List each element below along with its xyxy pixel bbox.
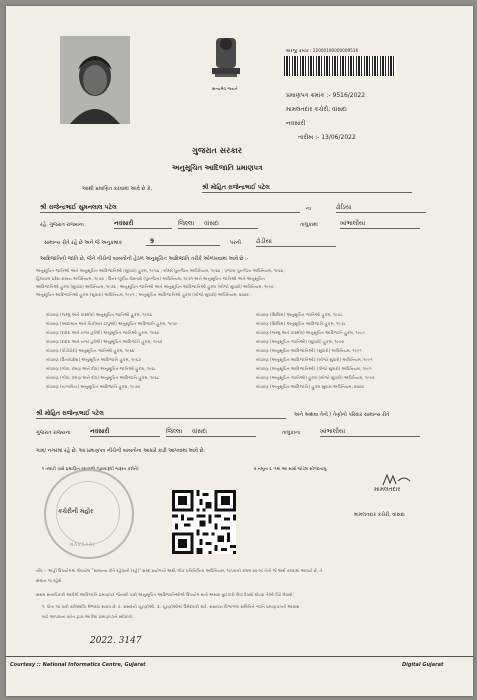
order-line-2: હિમાચલ પ્રદેશ રાજ્ય અધિનિયમ, ૧૯૭૦ ; ઉત્તર-પૂર્વીય વિસ્તારો (પુનર્ગઠન) અધિનિયમ, ૧૯૭૧ અને અનુસૂચિત જાતિઓ અને અનુસૂચિત (36, 276, 265, 281)
state-label: રહે. ગુજરાત રાજ્યના (40, 222, 84, 228)
emblem-caption: સત્યમેવ જયતે (212, 86, 238, 91)
order-line-1: અનુસૂચિત જાતિઓ અને અનુસૂચિત આદિજાતિઓ (સુધારા) હુકમ, ૧૯૫૬ ; બોમ્બે પુનર્ગઠન અધિનિયમ, ૧૯૬૦ ; પંજાબ પુનર્ગઠન અધિનિયમ, ૧૯૬૬ ; (36, 268, 286, 273)
application-barcode (284, 56, 396, 76)
office-district: નવસારી (286, 120, 306, 127)
footer-brand: Digital Gujarat (402, 662, 444, 668)
order-right-2: બંધારણ (સિક્કિમ) અનુસૂચિત આદિજાતિ હુકમ, ૧૯૭૮ (256, 321, 347, 326)
order-left-5: બંધારણ (પોંડીચેરી) અનુસૂચિત જાતિઓ હુકમ, ૧૯૬૪ (46, 348, 135, 353)
signatory-title: મામલતદાર (374, 486, 401, 493)
na-label: ના (306, 206, 311, 212)
barcode-caption: અરજી ક્રમાંક : 22000190000009516 (286, 48, 359, 53)
order-right-7: બંધારણ (અનુસૂચિત આદિજાતિઓ) (ત્રીજો સુધારો) અધિનિયમ, ૧૯૯૧ (256, 366, 372, 371)
order-right-9: બંધારણ (અનુસૂચિત આદિજાતિ) હુકમ સુધારા અધિનિયમ, ૨૦૦૨ (256, 384, 365, 389)
office-name: મામલતદાર કચેરી, વાંસદા (286, 106, 347, 113)
note-line-2: સમાન જ રહેશે. (36, 578, 63, 583)
stamp-ring-text: NAVSARI (70, 542, 96, 547)
handwritten-reference: 2022. 3147 (90, 636, 142, 646)
district-label: જિલ્લા (178, 220, 195, 227)
certificate-number: પ્રમાણપત્ર ક્રમાંક :- 9516/2022 (286, 92, 366, 99)
basis-intro: ગામ/ નગરમાં રહે છે. આ પ્રમાણપત્ર નીચેની બાબતોના આધારે કાઢી આપવામાં આવે છે. (36, 448, 206, 454)
order-line-3: આદિજાતિઓ હુકમ (સુધારા) અધિનિયમ, ૧૯૭૬ ; અનુસૂચિત જાતિઓ અને અનુસૂચિત આદિજાતિઓ હુકમ (બીજો સુધારો) અધિનિયમ, ૧૯૯૦ (36, 284, 274, 289)
father-name: શ્રી રાજેન્દ્રભાઈ સુમનલાલ પટેલ (40, 204, 300, 213)
government-title: ગુજરાત સરકાર (192, 146, 242, 155)
order-left-1: બંધારણ (જમ્મુ અને કાશ્મીર) અનુસૂચિત જાતિઓ હુકમ, ૧૯૫૬ (46, 312, 152, 317)
holder-name: શ્રી મોહિત રાજેન્દ્રભાઈ પટેલ (36, 410, 286, 419)
order-left-2: બંધારણ (આંદામાન અને નિકોબાર ટાપુઓ) અનુસૂચિત આદિજાતિ હુકમ, ૧૯૫૯ (46, 321, 178, 326)
taluka-label-2: તાલુકાના (282, 430, 301, 436)
footer-divider (6, 656, 473, 657)
order-left-4: બંધારણ (દાદરા અને નગર હવેલી) અનુસૂચિત આદિજાતિ હુકમ, ૧૯૬૨ (46, 339, 163, 344)
district-label-row (178, 220, 258, 229)
applicant-name: શ્રી મોહિત રાજેન્દ્રભાઈ પટેલ (202, 184, 412, 193)
serial-label: સામાન્ય રીતે રહે છે અને જે અનુક્રમાંક (44, 240, 123, 246)
note-line-3: સક્ષમ સત્તાધિકારી આપેલો આદિજાતિ પ્રમાણપત્ર જેનાથી પછી અનુસૂચિત આદિજાતિઓએ ઉપયોગ થતો અથવા છુટકારો લેવા દેવાશે ઘોષણ તેઓ વિષે લેવાશે: (36, 592, 294, 597)
note-line-1: નોંધ :- અહીં ઉપયોગમાં લેવાયેલ "સામાન્ય રીતે રહેવાની (રહે)" શબ્દ પ્રયોગનો અર્થ, લોક પ્રતિનિધિત્વ અધિનિયમ, ૧૯૫૦ની કલમ ૨૦-માં તેનો જે અર્થ કરવામાં આવ્યો છે, તે (36, 568, 323, 573)
order-left-3: બંધારણ (દાદરા અને નગર હવેલી) અનુસૂચિત જાતિઓ હુકમ, ૧૯૬૨ (46, 330, 160, 335)
order-right-1: બંધારણ (સિક્કિમ) અનુસૂચિત જાતિઓ હુકમ, ૧૯૭૮ (256, 312, 343, 317)
district-value: નવસારી (114, 220, 172, 229)
village-value-2: ખાંભાલીયા (320, 428, 420, 437)
stamp-text: કચેરીની મહોર (58, 508, 94, 515)
applicant-photo (60, 36, 130, 124)
basis-item-1: ૧ તલાટી પાસે પ્રમાણિત વંશાવળી (પુરાવારૂપી જરૂરત કરીને) (42, 466, 139, 471)
issue-date: તારીખ :- 13/06/2022 (298, 134, 356, 141)
order-right-4: બંધારણ (અનુસૂચિત જાતિઓ) (સુધારો) હુકમ, ૧૯૯૦ (256, 339, 345, 344)
district-value-2: નવસારી (90, 428, 160, 437)
order-left-6: બંધારણ (ઉત્તરપ્રદેશ) અનુસૂચિત આદિજાતિ હુકમ, ૧૯૬૭ (46, 357, 141, 362)
order-right-5: બંધારણ (અનુસૂચિત આદિજાતિઓ) (સુધારો) અધિનિયમ, ૧૯૯૧ (256, 348, 362, 353)
recognition-text: આદિજાતિની જાતિ છે, જેને નીચેની બાબતોની હેઠળ અનુસૂચિત આદિજાતિ તરીકે ઓળખવામાં આવે છે :- (40, 256, 249, 262)
note-line-5: માટે આપવાના સ્ત્રોત દ્વારા આપેલા પ્રમાણપત્રને સ્વીકારો. (42, 614, 134, 619)
caste-value: ઢોડીયા (256, 238, 336, 247)
serial-number: 9 (146, 238, 220, 246)
national-emblem-icon (206, 34, 246, 90)
state-label-2: ગુજરાત રાજ્યના (36, 430, 71, 436)
certificate-sheet (6, 6, 473, 696)
order-left-9: બંધારણ (નાગાલેન્ડ) અનુસૂચિત આદિજાતિ હુકમ, ૧૯૭૦ (46, 384, 141, 389)
taluka-value-2: વાંસદા (192, 428, 207, 435)
district-label-2: જિલ્લા (166, 428, 183, 435)
family-text: અને અથવા તેનો / તેણીનો પરિવાર સામાન્ય રીતે (294, 412, 390, 418)
order-right-6: બંધારણ (અનુસૂચિત આદિજાતિઓ) (બીજો સુધારો) અધિનિયમ, ૧૯૯૧ (256, 357, 373, 362)
order-right-8: બંધારણ (અનુસૂચિત જાતિઓ) હુકમ (બીજો સુધારો) અધિનિયમ, ૧૯૯૨ (256, 375, 375, 380)
tribe-name: ઢોડિયા (336, 204, 426, 213)
note-line-4: ૧. પોતા ૧૦ પછી સ્કોલર્શીપ મેળવવા સાવધ છે. ૨. સંસદની ચૂંટણીઓ. ૩. ચૂંટણીઓમાં ઉમેદવારી માટે. સંસાધન વિભાગમાં સમિતિને જાતિ પ્રમાણપત્રની આવાશ (42, 604, 300, 609)
taluka-value: વાંસદા (204, 220, 219, 227)
certify-text: આથી પ્રમાણિત કરવામાં આવે છે કે, (82, 186, 153, 192)
order-line-4: અનુસૂચિત આદિજાતિઓ હુકમ (સુધારા) અધિનિયમ, ૧૯૯૧ ; અનુસૂચિત આદિજાતિઓ હુકમ (બીજો સુધારો) અધિનિયમ, ૨૦૦૨ ; (36, 292, 252, 297)
parni-label: પરની (230, 240, 241, 246)
order-left-7: બંધારણ (ગોવા, દમણ અને દીવ) અનુસૂચિત જાતિઓ હુકમ, ૧૯૬૮ (46, 366, 156, 371)
district-row-2 (166, 428, 256, 437)
footer-credit: Courtesy :: National Informatics Centre, Gujarat (10, 662, 146, 668)
basis-item-2: ૨ નમૂના ૬ -૧માં આ સાથે જોડેલ સોગંદનામું. (254, 466, 328, 471)
order-right-3: બંધારણ (જમ્મુ અને કાશ્મીર) અનુસૂચિત આદિજાતિ હુકમ, ૧૯૮૯ (256, 330, 365, 335)
certificate-title: અનુસૂચિત આદિજાતિ પ્રમાણપત્ર (172, 164, 263, 172)
village-value: ખાંભાલીયા (340, 220, 420, 229)
verification-qr-code (172, 490, 236, 554)
order-left-8: બંધારણ (ગોવા, દમણ અને દીવ) અનુસૂચિત આદિજાતિ હુકમ, ૧૯૬૮ (46, 375, 160, 380)
signatory-office: મામલતદાર કચેરી, વાંસદા (354, 512, 405, 518)
taluka-label: તાલુકામાં (300, 222, 318, 228)
